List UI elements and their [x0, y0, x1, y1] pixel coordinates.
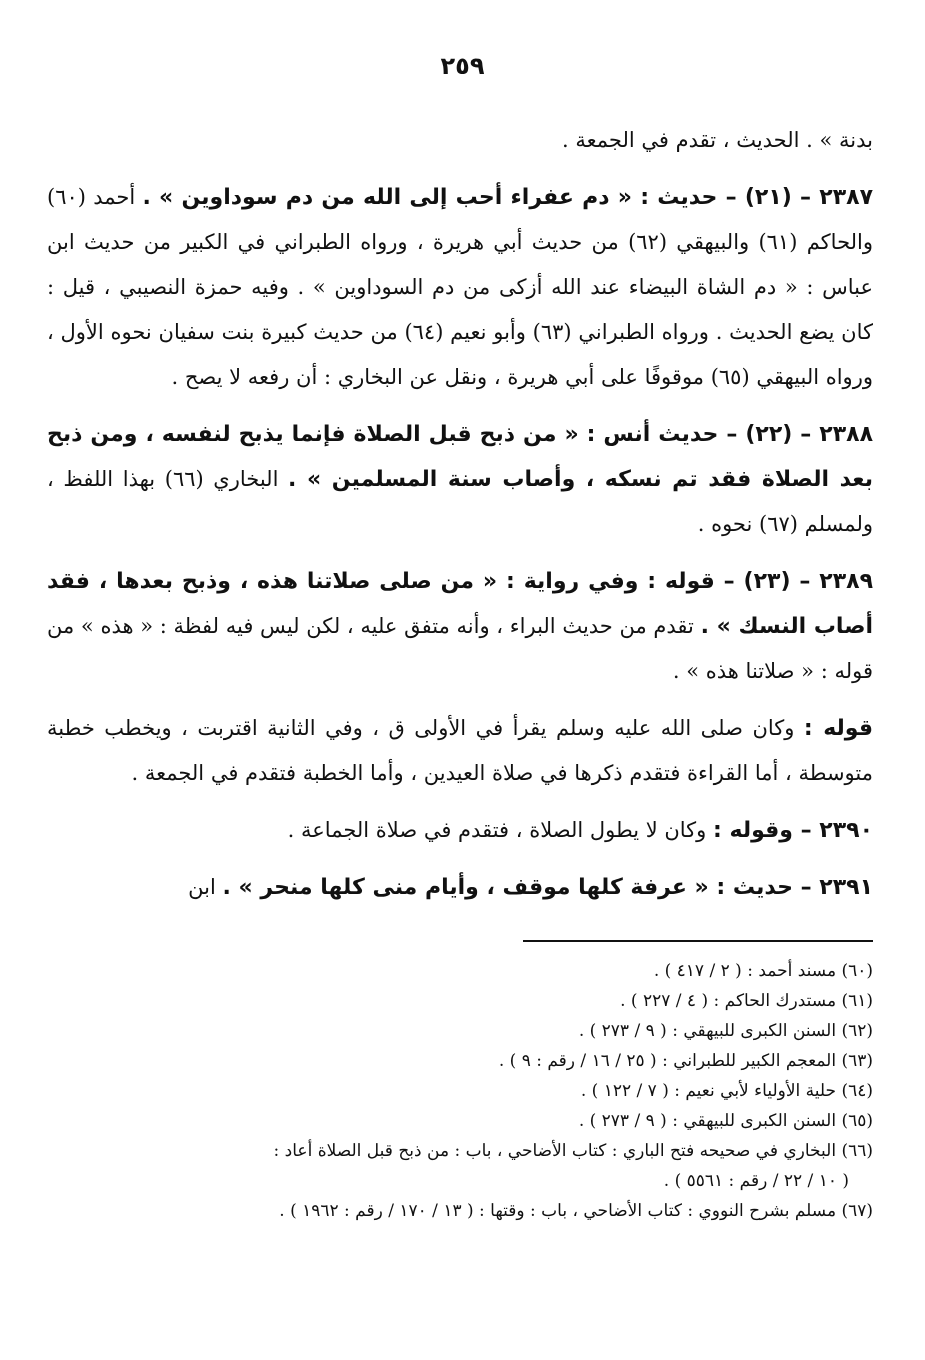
- hadith-2389-heading: ٢٣٨٩ – (٢٣) – قوله : وفي رواية : « من صلى صلاتنا هذه ، وذبح بعدها ، فقد أصاب النسك » .: [47, 569, 873, 639]
- hadith-2391-heading: ٢٣٩١ – حديث : « عرفة كلها موقف ، وأيام منى كلها منحر » .: [222, 875, 873, 900]
- footnote-67: (٦٧) مسلم بشرح النووي : كتاب الأضاحي ، باب : وقتها : ( ١٣ / ١٧٠ / رقم : ١٩٦٢ ) .: [279, 1201, 873, 1221]
- hadith-2388-heading: ٢٣٨٨ – (٢٢) – حديث أنس : « من ذبح قبل الصلاة فإنما يذبح لنفسه ، ومن ذبح بعد الصلاة فقد تم نسكه ، وأصاب سنة المسلمين » .: [47, 422, 874, 492]
- footnote-64: (٦٤) حلية الأولياء لأبي نعيم : ( ٧ / ١٢٢ ) .: [580, 1081, 873, 1101]
- page-number: ٢٥٩: [440, 52, 485, 80]
- hadith-2387-text: أحمد (٦٠) والحاكم (٦١) والبيهقي (٦٢) من حديث أبي هريرة ، ورواه الطبراني في الكبير من حديث ابن عباس : « دم الشاة البيضاء عند الله أزكى من دم السوداوين » . وفيه حمزة النصيبي ، قيل : كان يضع الحديث . ورواه الطبراني (٦٣) وأبو نعيم (٦٤) من حديث كبيرة بنت سفيان نحوه الأول ، ورواه البيهقي (٦٥) موقوفًا على أبي هريرة ، ونقل عن البخاري : أن رفعه لا يصح .: [47, 185, 874, 389]
- footnote-63: (٦٣) المعجم الكبير للطبراني : ( ٢٥ / ١٦ / رقم : ٩ ) .: [498, 1051, 873, 1071]
- hadith-2390-heading: ٢٣٩٠ – وقوله :: [713, 818, 873, 843]
- paragraph-qawluh: [47, 706, 873, 796]
- footnote-divider: [523, 940, 873, 942]
- footnote-62: (٦٢) السنن الكبرى للبيهقي : ( ٩ / ٢٧٣ ) .: [578, 1021, 873, 1041]
- paragraph-2387: [47, 175, 873, 400]
- qawluh-heading: قوله :: [803, 716, 873, 741]
- footnote-61: (٦١) مستدرك الحاكم : ( ٤ / ٢٢٧ ) .: [620, 991, 873, 1011]
- footnote-66-continued: ( ١٠ / ٢٢ / رقم : ٥٥٦١ ) .: [663, 1171, 849, 1191]
- footnotes: [47, 956, 873, 1226]
- footnote-65: (٦٥) السنن الكبرى للبيهقي : ( ٩ / ٢٧٣ ) .: [578, 1111, 873, 1131]
- footnote-60: (٦٠) مسند أحمد : ( ٢ / ٤١٧ ) .: [653, 961, 873, 981]
- paragraph-2390: [47, 808, 873, 853]
- paragraph-0-text: بدنة » . الحديث ، تقدم في الجمعة .: [562, 128, 873, 152]
- hadith-2391-text: ابن: [188, 875, 216, 899]
- main-text: [47, 118, 873, 910]
- hadith-2390-text: وكان لا يطول الصلاة ، فتقدم في صلاة الجماعة .: [287, 818, 707, 842]
- paragraph-0: [47, 118, 873, 163]
- qawluh-text: وكان صلى الله عليه وسلم يقرأ في الأولى ق ، وفي الثانية اقتربت ، ويخطب خطبة متوسطة ، أما القراءة فتقدم ذكرها في صلاة العيدين ، وأما الخطبة فتقدم في الجمعة .: [47, 716, 873, 785]
- hadith-2389-text: تقدم من حديث البراء ، وأنه متفق عليه ، لكن ليس فيه لفظة : « هذه » من قوله : « صلاتنا هذه » .: [47, 614, 873, 683]
- paragraph-2389: [47, 559, 873, 694]
- paragraph-2388: [47, 412, 873, 547]
- footnote-66: (٦٦) البخاري في صحيحه فتح الباري : كتاب الأضاحي ، باب : من ذبح قبل الصلاة أعاد :: [273, 1141, 873, 1161]
- hadith-2388-text: البخاري (٦٦) بهذا اللفظ ، ولمسلم (٦٧) نحوه .: [47, 467, 873, 536]
- paragraph-2391: [47, 865, 873, 910]
- hadith-2387-heading: ٢٣٨٧ – (٢١) – حديث : « دم عفراء أحب إلى الله من دم سوداوين » .: [142, 185, 873, 210]
